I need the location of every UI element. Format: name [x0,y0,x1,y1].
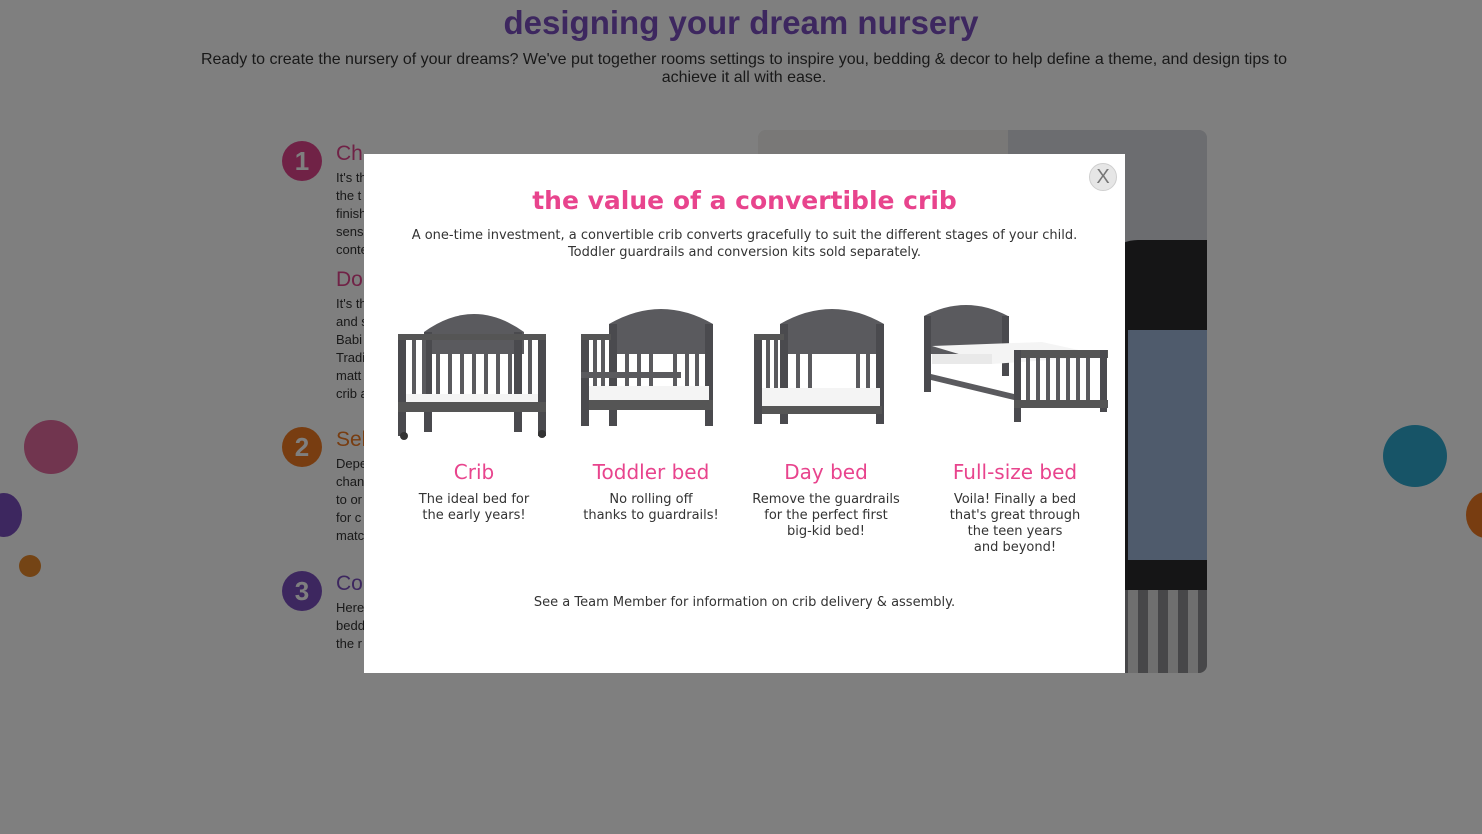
modal-intro-line-2: Toddler guardrails and conversion kits sold separately. [567,245,922,260]
modal-footer: See a Team Member for information on crib delivery & assembly. [533,595,956,610]
stage-label-full-size-bed: Full-size bed [952,460,1078,484]
day-bed-illustration [746,294,906,444]
modal-title: the value of a convertible crib [532,186,957,215]
stage-label-day-bed: Day bed [784,460,868,484]
stage-desc-toddler-bed: No rolling off thanks to guardrails! [583,492,719,523]
full-size-bed-illustration [922,294,1108,444]
close-button[interactable]: X [1089,163,1117,191]
stage-label-toddler-bed: Toddler bed [592,460,710,484]
stage-label-crib: Crib [453,460,495,484]
convertible-crib-modal [364,154,1125,673]
stage-toddler-bed [561,294,741,524]
modal-intro-line-1: A one-time investment, a convertible crib converts gracefully to suit the different stages of your child. [411,228,1078,243]
stage-desc-crib: The ideal bed for the early years! [418,492,530,523]
stage-day-bed [736,294,916,540]
modal-intro [404,227,1085,261]
toddler-bed-illustration [571,294,731,444]
stage-full-size-bed [922,294,1108,556]
stage-desc-day-bed: Remove the guardrails for the perfect first big-kid bed! [752,492,900,539]
stage-desc-full-size-bed: Voila! Finally a bed that's great through the teen years and beyond! [949,492,1081,555]
crib-illustration [394,294,554,444]
stage-crib [384,294,564,524]
